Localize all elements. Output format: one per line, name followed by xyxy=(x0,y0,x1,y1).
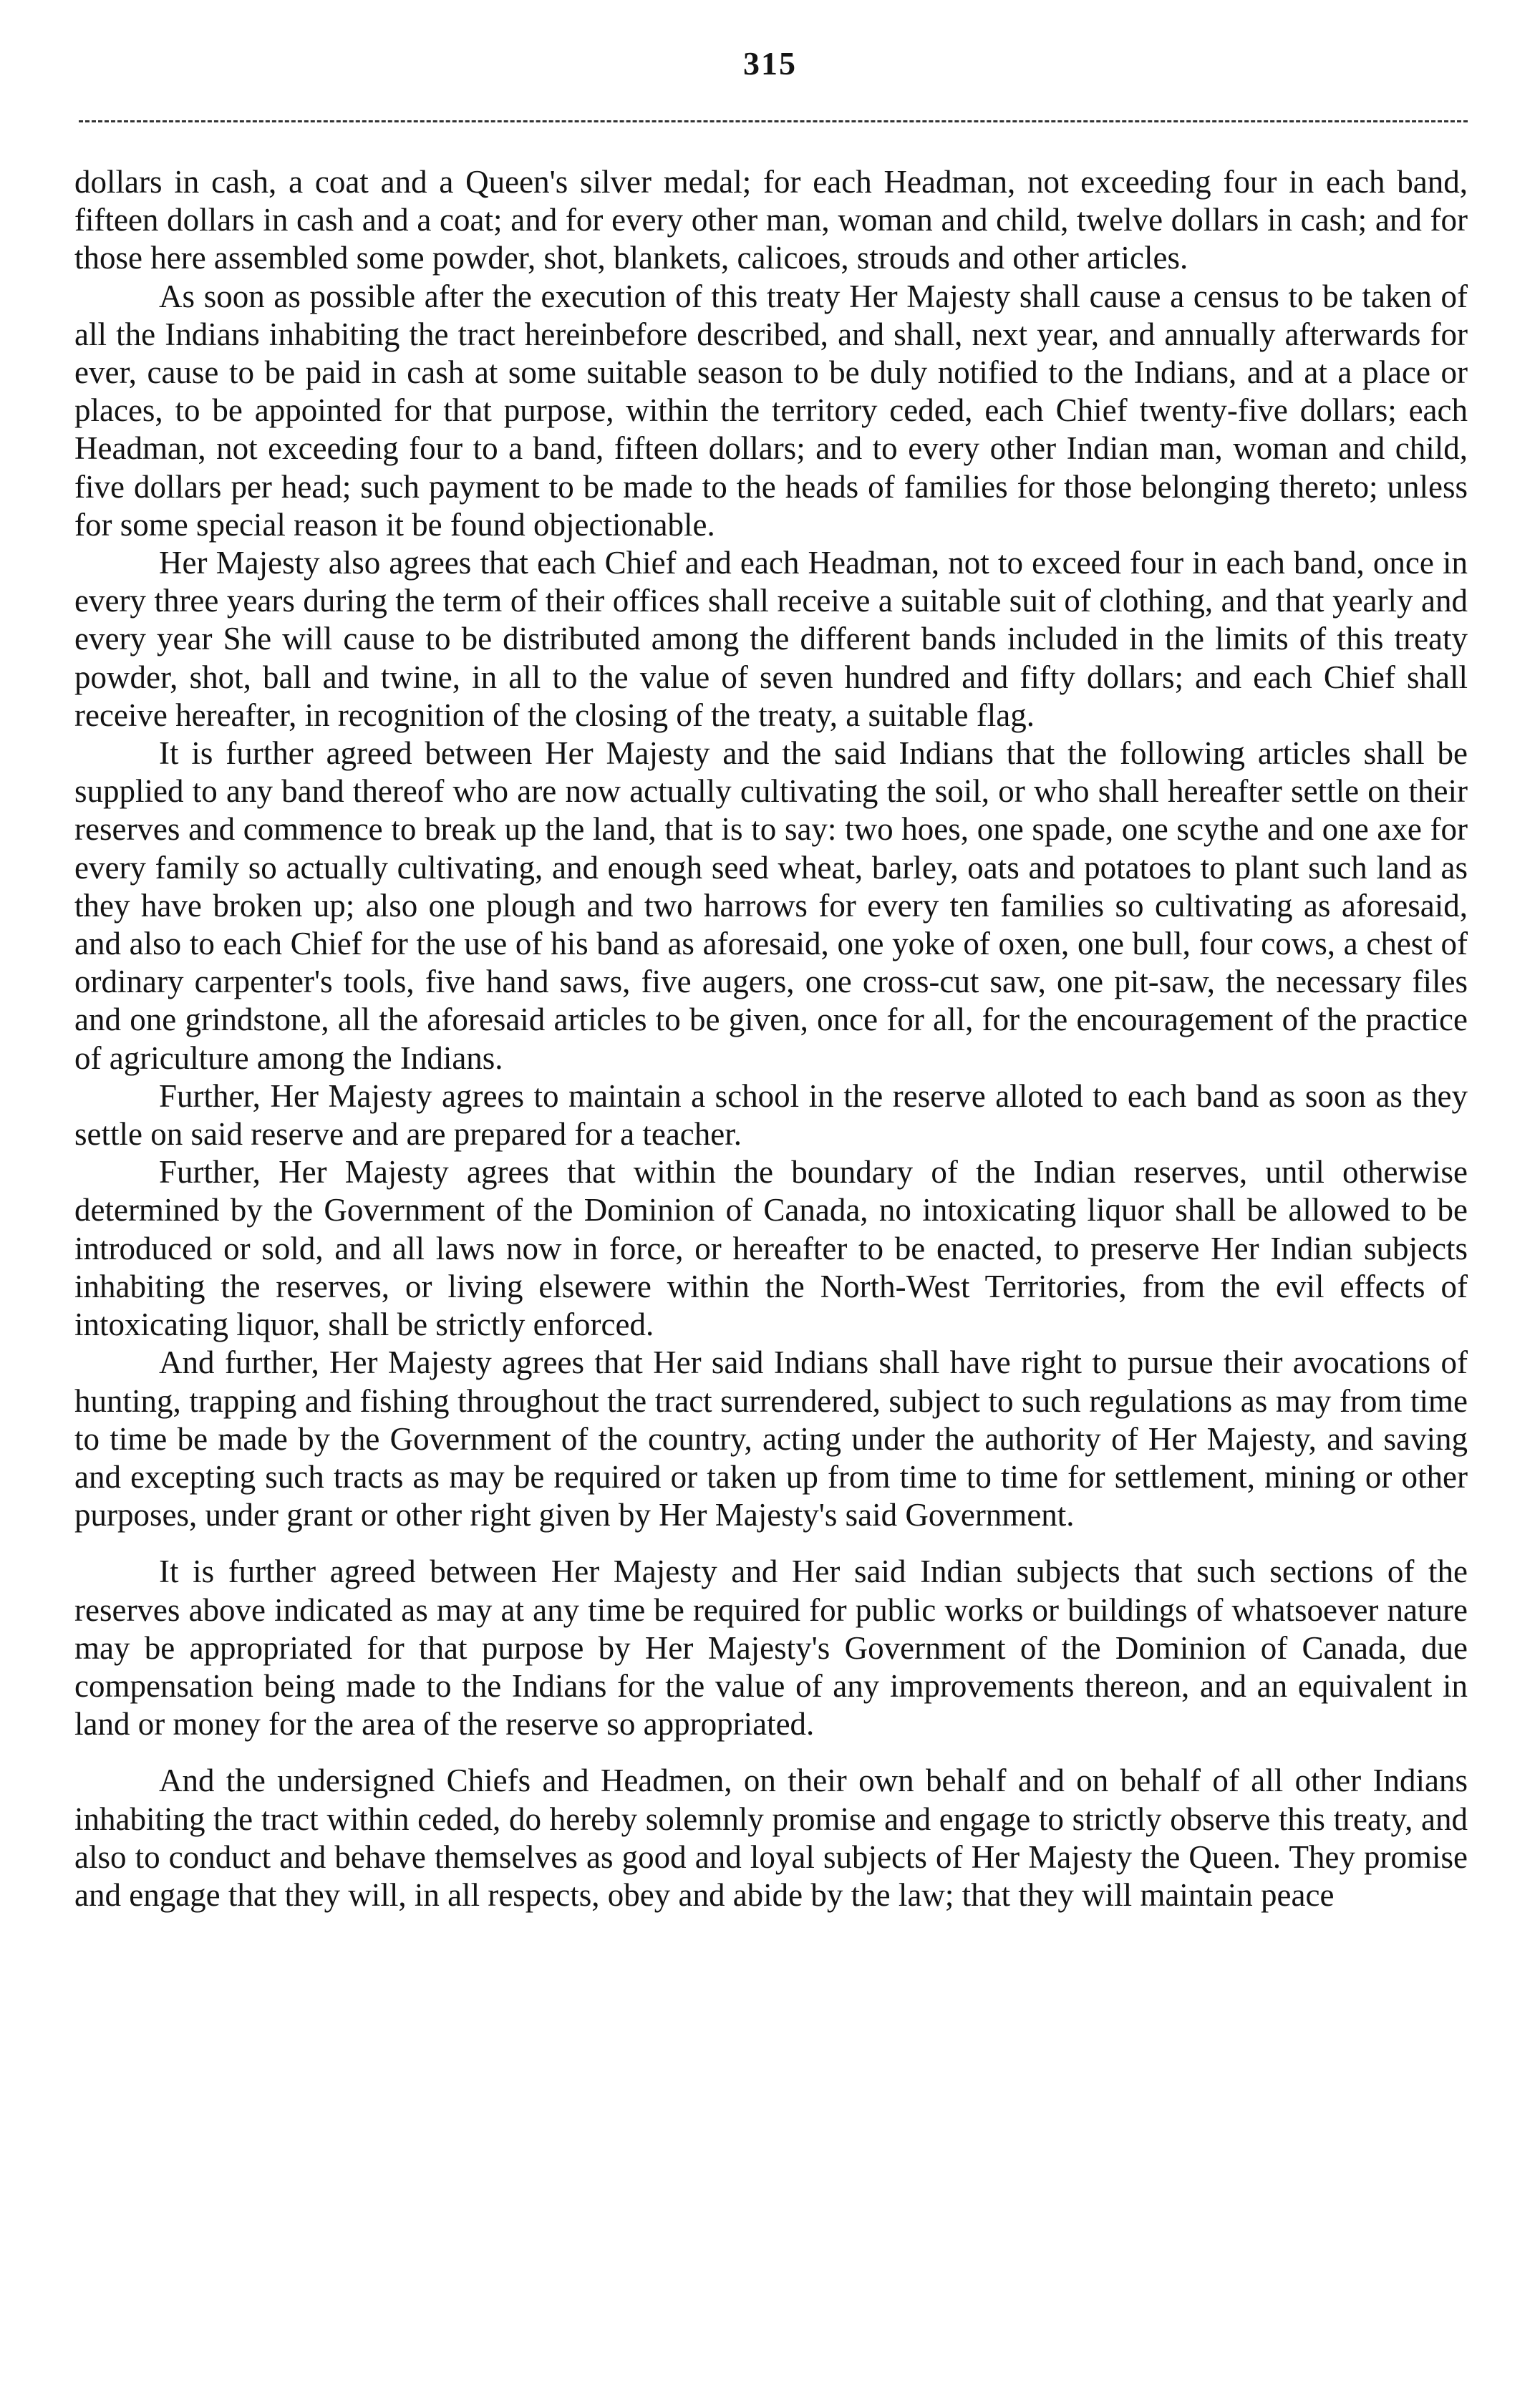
paragraph-agricultural-implements: It is further agreed between Her Majesty and the said Indians that the following articles shall be supplied to any band thereof who are now actually cultivating the soil, or who shall hereafter settle on their reserves and commence to break up the land, that is to say: two hoes, one spade, one scythe and one axe for every family so actually cultivating, and enough seed wheat, barley, oats and potatoes to plant such land as they have broken up; also one plough and two harrows for every ten families so cultivating as aforesaid, and also to each Chief for the use of his band as aforesaid, one yoke of oxen, one bull, four cows, a chest of ordinary carpenter's tools, five hand saws, five augers, one cross-cut saw, one pit-saw, the necessary files and one grindstone, all the aforesaid articles to be given, once for all, for the encouragement of the practice of agriculture among the Indians. xyxy=(74,735,1468,1076)
paragraph-chiefs-promise: And the undersigned Chiefs and Headmen, on their own behalf and on behalf of all other Indians inhabiting the tract within ceded, do hereby solemnly promise and engage to strictly observe this treaty, and also to conduct and behave themselves as good and loyal subjects of Her Majesty the Queen. They promise and engage that they will, in all respects, obey and abide by the law; that they will maintain peace xyxy=(74,1763,1468,1913)
paragraph-annuity-gifts-continued: dollars in cash, a coat and a Queen's silver medal; for each Headman, not exceeding four in each band, fifteen dollars in cash and a coat; and for every other man, woman and child, twelve dollars in cash; and for those here assembled some powder, shot, blankets, calicoes, strouds and other articles. xyxy=(74,164,1468,276)
page-number: 315 xyxy=(743,45,797,82)
paragraph-hunting-rights: And further, Her Majesty agrees that Her said Indians shall have right to pursue their avocations of hunting, trapping and fishing throughout the tract surrendered, subject to such regulations as may from time to time be made by the Government of the country, acting under the authority of Her Majesty, and saving and excepting such tracts as may be required or taken up from time to time for settlement, mining or other purposes, under grant or other right given by Her Majesty's said Government. xyxy=(74,1344,1468,1533)
paragraph-census-and-annual-payments: As soon as possible after the execution of this treaty Her Majesty shall cause a census to be taken of all the Indians inhabiting the tract hereinbefore described, and shall, next year, and annually afterwards for ever, cause to be paid in cash at some suitable season to be duly notified to the Indians, and at a place or places, to be appointed for that purpose, within the territory ceded, each Chief twenty-five dollars; each Headman, not exceeding four to a band, fifteen dollars; and to every other Indian man, woman and child, five dollars per head; such payment to be made to the heads of families for those belonging thereto; unless for some special reason it be found objectionable. xyxy=(74,278,1468,543)
paragraph-public-works: It is further agreed between Her Majesty and Her said Indian subjects that such sections of the reserves above indicated as may at any time be required for public works or buildings of whatsoever nature may be appropriated for that purpose by Her Majesty's Government of the Dominion of Canada, due compensation being made to the Indians for the value of any improvements thereon, and an equivalent in land or money for the area of the reserve so appropriated. xyxy=(74,1554,1468,1743)
header-rule xyxy=(79,120,1468,122)
paragraph-school: Further, Her Majesty agrees to maintain a school in the reserve alloted to each band as soon as they settle on said reserve and are prepared for a teacher. xyxy=(74,1077,1468,1153)
paragraph-liquor-prohibition: Further, Her Majesty agrees that within the boundary of the Indian reserves, until otherwise determined by the Government of the Dominion of Canada, no intoxicating liquor shall be allowed to be introduced or sold, and all laws now in force, or hereafter to be enacted, to preserve Her Indian subjects inhabiting the reserves, or living elsewere within the North-West Territories, from the evil effects of intoxicating liquor, shall be strictly enforced. xyxy=(74,1154,1468,1343)
treaty-text-body xyxy=(74,163,1468,1914)
paragraph-clothing-and-supplies: Her Majesty also agrees that each Chief and each Headman, not to exceed four in each band, once in every three years during the term of their offices shall receive a suitable suit of clothing, and that yearly and every year She will cause to be distributed among the different bands included in the limits of this treaty powder, shot, ball and twine, in all to the value of seven hundred and fifty dollars; and each Chief shall receive hereafter, in recognition of the closing of the treaty, a suitable flag. xyxy=(74,545,1468,733)
